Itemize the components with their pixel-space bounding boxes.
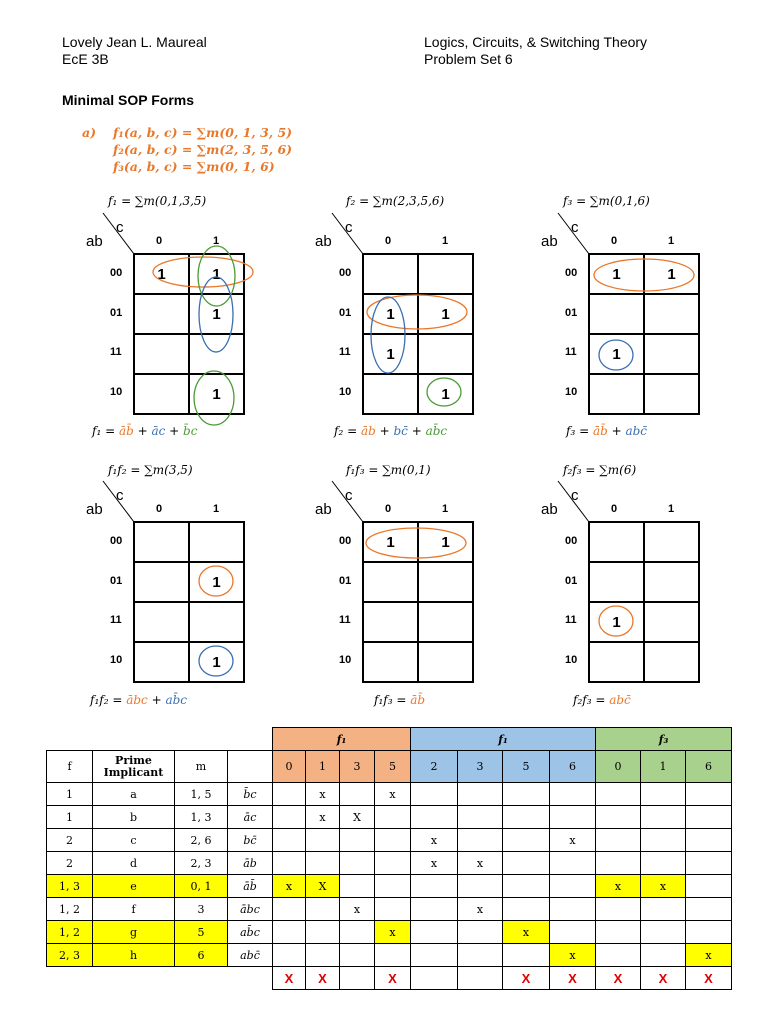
row-term: āb̄ <box>228 875 273 898</box>
coverage-mark: X <box>306 875 340 898</box>
table-row <box>47 829 732 852</box>
kmap-cell: 1 <box>189 254 244 294</box>
coverage-mark <box>596 898 641 921</box>
covered-mark <box>340 967 375 990</box>
coverage-mark <box>641 783 686 806</box>
kmap-row-label: 11 <box>110 614 122 626</box>
kmap-row-label: 11 <box>565 614 577 626</box>
kmap-cell: 1 <box>189 562 244 602</box>
coverage-mark <box>340 829 375 852</box>
coverage-mark <box>550 852 596 875</box>
coverage-mark <box>273 852 306 875</box>
row-term: abc̄ <box>228 944 273 967</box>
kmap-col-label: 0 <box>385 503 392 515</box>
row-minterms: 2, 3 <box>175 852 228 875</box>
kmap-cell: 1 <box>644 254 699 294</box>
coverage-mark <box>641 898 686 921</box>
kmap-row-label: 10 <box>339 653 352 666</box>
kmap-cell <box>363 254 418 294</box>
coverage-mark <box>503 829 550 852</box>
kmap-col-label: 1 <box>213 503 220 515</box>
expression-f2f3: f₂f₃ = abc̄ <box>573 693 631 707</box>
table-row <box>47 944 732 967</box>
kmap-grouping-loop <box>199 566 233 596</box>
table-row <box>47 898 732 921</box>
group-header-f2: f₁ <box>411 728 596 751</box>
coverage-mark <box>503 875 550 898</box>
kmap-ab-label: ab <box>86 501 103 518</box>
kmap-ab-label: ab <box>315 233 332 250</box>
column-header <box>228 751 273 783</box>
kmap-col-label: 0 <box>156 235 163 247</box>
coverage-mark <box>503 783 550 806</box>
kmap-ab-label: ab <box>541 501 558 518</box>
prime-implicant-table <box>46 727 732 990</box>
coverage-mark <box>641 806 686 829</box>
coverage-mark <box>458 783 503 806</box>
kmap-cell: 1 <box>418 374 473 414</box>
kmap-row-label: 01 <box>565 574 578 587</box>
kmap-cell <box>363 602 418 642</box>
row-prime-implicant: b <box>93 806 175 829</box>
covered-mark: X <box>550 967 596 990</box>
coverage-mark <box>411 806 458 829</box>
section-title: Minimal SOP Forms <box>62 92 194 108</box>
coverage-mark <box>503 852 550 875</box>
coverage-mark <box>411 898 458 921</box>
kmap-c-label: c <box>571 219 579 236</box>
kmap-cell <box>589 522 644 562</box>
coverage-mark <box>550 783 596 806</box>
table-row <box>47 806 732 829</box>
kmap-cell <box>363 374 418 414</box>
kmap-cell: 1 <box>189 294 244 334</box>
covered-mark: X <box>641 967 686 990</box>
expression-f1f2: f₁f₂ = ābc + ab̄c <box>90 693 187 707</box>
row-prime-implicant: c <box>93 829 175 852</box>
row-function: 1 <box>47 806 93 829</box>
coverage-mark: x <box>340 898 375 921</box>
minterm-header: 5 <box>503 751 550 783</box>
kmap-cell <box>589 562 644 602</box>
kmap-col-label: 1 <box>442 503 449 515</box>
coverage-mark <box>596 921 641 944</box>
coverage-mark <box>273 944 306 967</box>
kmap-row-label: 01 <box>110 306 123 319</box>
coverage-mark <box>273 829 306 852</box>
coverage-mark <box>596 852 641 875</box>
covered-mark: X <box>686 967 732 990</box>
column-header: f <box>47 751 93 783</box>
coverage-mark <box>340 783 375 806</box>
covered-mark: X <box>596 967 641 990</box>
coverage-mark <box>686 921 732 944</box>
coverage-mark <box>306 944 340 967</box>
minterm-header: 0 <box>596 751 641 783</box>
kmap-cell <box>589 294 644 334</box>
kmap-cell: 1 <box>189 642 244 682</box>
coverage-mark <box>375 944 411 967</box>
kmap-grouping-loop <box>427 378 461 406</box>
kmap-cell: 1 <box>589 602 644 642</box>
kmap-title: f₂ = ∑m(2,3,5,6) <box>346 194 445 208</box>
kmap-col-label: 1 <box>442 235 449 247</box>
coverage-mark <box>375 829 411 852</box>
kmap-row-label: 10 <box>110 653 123 666</box>
coverage-mark <box>641 852 686 875</box>
coverage-mark: x <box>550 944 596 967</box>
row-function: 1, 3 <box>47 875 93 898</box>
coverage-mark <box>306 898 340 921</box>
coverage-mark <box>458 875 503 898</box>
coverage-mark: x <box>686 944 732 967</box>
kmap-row-label: 00 <box>339 535 352 547</box>
minterm-header: 1 <box>641 751 686 783</box>
covered-mark: X <box>503 967 550 990</box>
kmap-cell <box>589 374 644 414</box>
expression-f1: f₁ = āb̄ + āc + b̄c <box>92 424 198 438</box>
kmap-cell <box>134 374 189 414</box>
kmap-cell: 1 <box>589 254 644 294</box>
kmap-row-label: 11 <box>565 346 577 358</box>
coverage-mark <box>375 806 411 829</box>
coverage-mark <box>273 806 306 829</box>
kmap-grouping-loop <box>199 646 233 676</box>
kmap-cell <box>134 562 189 602</box>
kmap-cell <box>418 254 473 294</box>
coverage-mark <box>375 898 411 921</box>
kmap-cell <box>644 294 699 334</box>
kmap-row-label: 00 <box>110 267 123 279</box>
coverage-mark <box>641 944 686 967</box>
coverage-mark <box>273 898 306 921</box>
kmap-cell <box>134 522 189 562</box>
kmap-cell: 1 <box>189 374 244 414</box>
kmap-col-label: 0 <box>385 235 392 247</box>
kmap-cell <box>134 334 189 374</box>
kmap-c-label: c <box>345 487 353 504</box>
kmap-ab-label: ab <box>541 233 558 250</box>
kmap-c-label: c <box>116 487 124 504</box>
coverage-mark <box>340 875 375 898</box>
row-minterms: 5 <box>175 921 228 944</box>
kmap-row-label: 10 <box>565 653 578 666</box>
coverage-mark <box>686 852 732 875</box>
kmap-cell <box>363 642 418 682</box>
kmap-cell <box>189 602 244 642</box>
row-function: 1, 2 <box>47 898 93 921</box>
coverage-mark <box>340 944 375 967</box>
kmap-row-label: 11 <box>339 346 351 358</box>
row-term: āc <box>228 806 273 829</box>
kmap-col-label: 0 <box>156 503 163 515</box>
row-function: 2, 3 <box>47 944 93 967</box>
minterm-header: 5 <box>375 751 411 783</box>
minterm-header: 3 <box>340 751 375 783</box>
table-row <box>47 875 732 898</box>
problem-set: Problem Set 6 <box>424 51 513 67</box>
kmap-row-label: 10 <box>339 385 352 398</box>
row-prime-implicant: a <box>93 783 175 806</box>
coverage-mark <box>411 921 458 944</box>
row-minterms: 1, 3 <box>175 806 228 829</box>
coverage-mark: x <box>458 852 503 875</box>
coverage-mark <box>458 921 503 944</box>
kmap-cell <box>644 522 699 562</box>
equation-f3: f₃(a, b, c) = ∑m(0, 1, 6) <box>113 159 275 174</box>
row-function: 2 <box>47 829 93 852</box>
kmap-row-label: 01 <box>565 306 578 319</box>
kmap-c-label: c <box>571 487 579 504</box>
coverage-mark <box>596 783 641 806</box>
coverage-mark <box>340 852 375 875</box>
coverage-mark <box>340 921 375 944</box>
kmap-grouping-loop <box>366 528 466 558</box>
group-header-f3: f₃ <box>596 728 732 751</box>
row-term: ab̄c <box>228 921 273 944</box>
row-term: āb <box>228 852 273 875</box>
row-term: ābc <box>228 898 273 921</box>
equation-f1: f₁(a, b, c) = ∑m(0, 1, 3, 5) <box>113 125 293 140</box>
minterm-header: 1 <box>306 751 340 783</box>
coverage-mark <box>458 944 503 967</box>
kmap-cell <box>644 374 699 414</box>
coverage-mark: x <box>306 806 340 829</box>
kmap-col-label: 0 <box>611 235 618 247</box>
kmap-row-label: 10 <box>110 385 123 398</box>
row-minterms: 1, 5 <box>175 783 228 806</box>
row-prime-implicant: e <box>93 875 175 898</box>
coverage-mark <box>550 806 596 829</box>
coverage-mark: x <box>273 875 306 898</box>
kmap-title: f₃ = ∑m(0,1,6) <box>563 194 650 208</box>
kmap-cell: 1 <box>363 334 418 374</box>
coverage-mark <box>686 898 732 921</box>
kmap-cell <box>589 642 644 682</box>
table-row <box>47 852 732 875</box>
coverage-mark <box>641 829 686 852</box>
coverage-mark <box>375 852 411 875</box>
covered-mark <box>458 967 503 990</box>
kmap-title: f₁f₃ = ∑m(0,1) <box>346 463 431 477</box>
kmap-row-label: 11 <box>110 346 122 358</box>
covered-mark: X <box>273 967 306 990</box>
minterm-header: 0 <box>273 751 306 783</box>
kmap-cell <box>134 602 189 642</box>
row-term: bc̄ <box>228 829 273 852</box>
expression-f3: f₃ = āb̄ + abc̄ <box>566 424 648 438</box>
row-prime-implicant: f <box>93 898 175 921</box>
class-section: EcE 3B <box>62 51 109 67</box>
kmap-row-label: 00 <box>565 267 578 279</box>
row-prime-implicant: g <box>93 921 175 944</box>
kmap-grid <box>588 521 700 683</box>
coverage-mark <box>686 875 732 898</box>
kmap-row-label: 01 <box>339 306 352 319</box>
covered-mark: X <box>375 967 411 990</box>
coverage-mark <box>503 806 550 829</box>
coverage-mark <box>273 783 306 806</box>
coverage-mark <box>306 852 340 875</box>
expression-f2: f₂ = āb + bc̄ + ab̄c <box>334 424 448 438</box>
kmap-grouping-loop <box>599 606 633 636</box>
minterm-header: 6 <box>550 751 596 783</box>
kmap-grouping-loop <box>594 259 694 291</box>
coverage-mark: x <box>411 852 458 875</box>
kmap-cell <box>363 562 418 602</box>
row-term: b̄c <box>228 783 273 806</box>
coverage-mark: x <box>503 921 550 944</box>
covered-mark <box>411 967 458 990</box>
kmap-c-label: c <box>345 219 353 236</box>
coverage-mark: x <box>375 783 411 806</box>
kmap-grouping-loop <box>194 371 234 425</box>
covered-mark: X <box>306 967 340 990</box>
equation-f2: f₂(a, b, c) = ∑m(2, 3, 5, 6) <box>113 142 293 157</box>
coverage-mark <box>596 944 641 967</box>
coverage-mark <box>375 875 411 898</box>
kmap-col-label: 1 <box>668 503 675 515</box>
coverage-mark <box>458 806 503 829</box>
kmap-cell: 1 <box>363 294 418 334</box>
author-name: Lovely Jean L. Maureal <box>62 34 207 50</box>
kmap-row-label: 00 <box>110 535 123 547</box>
coverage-mark <box>411 783 458 806</box>
coverage-mark <box>596 829 641 852</box>
kmap-title: f₂f₃ = ∑m(6) <box>563 463 637 477</box>
coverage-mark <box>503 898 550 921</box>
kmap-cell: 1 <box>363 522 418 562</box>
kmap-cell: 1 <box>589 334 644 374</box>
row-minterms: 0, 1 <box>175 875 228 898</box>
kmap-row-label: 00 <box>339 267 352 279</box>
coverage-mark <box>306 829 340 852</box>
kmap-row-label: 10 <box>565 385 578 398</box>
coverage-mark <box>550 898 596 921</box>
kmap-cell <box>418 642 473 682</box>
minterm-header: 6 <box>686 751 732 783</box>
kmap-row-label: 01 <box>110 574 123 587</box>
row-function: 1, 2 <box>47 921 93 944</box>
column-header: m <box>175 751 228 783</box>
coverage-mark: x <box>375 921 411 944</box>
coverage-mark <box>458 829 503 852</box>
coverage-mark <box>411 944 458 967</box>
row-function: 1 <box>47 783 93 806</box>
row-prime-implicant: d <box>93 852 175 875</box>
row-function: 2 <box>47 852 93 875</box>
row-prime-implicant: h <box>93 944 175 967</box>
coverage-mark: X <box>340 806 375 829</box>
table-row <box>47 921 732 944</box>
kmap-cell: 1 <box>134 254 189 294</box>
coverage-mark <box>550 921 596 944</box>
kmap-cell <box>644 642 699 682</box>
kmap-title: f₁ = ∑m(0,1,3,5) <box>108 194 207 208</box>
kmap-grouping-loop <box>199 277 233 352</box>
kmap-row-label: 00 <box>565 535 578 547</box>
coverage-mark: x <box>306 783 340 806</box>
coverage-mark <box>596 806 641 829</box>
coverage-mark <box>273 921 306 944</box>
coverage-mark <box>411 875 458 898</box>
coverage-mark <box>503 944 550 967</box>
coverage-mark: x <box>411 829 458 852</box>
minterm-header: 2 <box>411 751 458 783</box>
coverage-mark <box>306 921 340 944</box>
coverage-mark: x <box>458 898 503 921</box>
kmap-cell <box>418 334 473 374</box>
kmap-col-label: 1 <box>213 235 220 247</box>
coverage-mark <box>550 875 596 898</box>
table-row <box>47 783 732 806</box>
kmap-grouping-loop <box>371 297 405 373</box>
kmap-cell <box>644 334 699 374</box>
kmap-cell <box>644 562 699 602</box>
kmap-col-label: 1 <box>668 235 675 247</box>
coverage-mark <box>641 921 686 944</box>
kmap-cell: 1 <box>418 522 473 562</box>
minterm-header: 3 <box>458 751 503 783</box>
kmap-cell <box>134 642 189 682</box>
kmap-cell <box>418 602 473 642</box>
kmap-col-label: 0 <box>611 503 618 515</box>
row-minterms: 2, 6 <box>175 829 228 852</box>
group-header-f1: f₁ <box>273 728 411 751</box>
coverage-mark: x <box>596 875 641 898</box>
column-header: Prime Implicant <box>93 751 175 783</box>
kmap-cell: 1 <box>418 294 473 334</box>
kmap-row-label: 01 <box>339 574 352 587</box>
expression-f1f3: f₁f₃ = āb̄ <box>374 693 426 707</box>
coverage-mark <box>686 829 732 852</box>
kmap-c-label: c <box>116 219 124 236</box>
kmap-title: f₁f₂ = ∑m(3,5) <box>108 463 193 477</box>
kmap-grouping-loop <box>599 340 633 370</box>
kmap-cell <box>189 522 244 562</box>
kmap-row-label: 11 <box>339 614 351 626</box>
course-title: Logics, Circuits, & Switching Theory <box>424 34 648 50</box>
kmap-cell <box>644 602 699 642</box>
kmap-ab-label: ab <box>315 501 332 518</box>
coverage-mark <box>686 806 732 829</box>
coverage-mark <box>686 783 732 806</box>
row-minterms: 6 <box>175 944 228 967</box>
problem-label: a) <box>82 125 97 140</box>
coverage-mark: x <box>641 875 686 898</box>
kmap-cell <box>418 562 473 602</box>
row-minterms: 3 <box>175 898 228 921</box>
kmap-cell <box>134 294 189 334</box>
kmap-ab-label: ab <box>86 233 103 250</box>
coverage-mark: x <box>550 829 596 852</box>
